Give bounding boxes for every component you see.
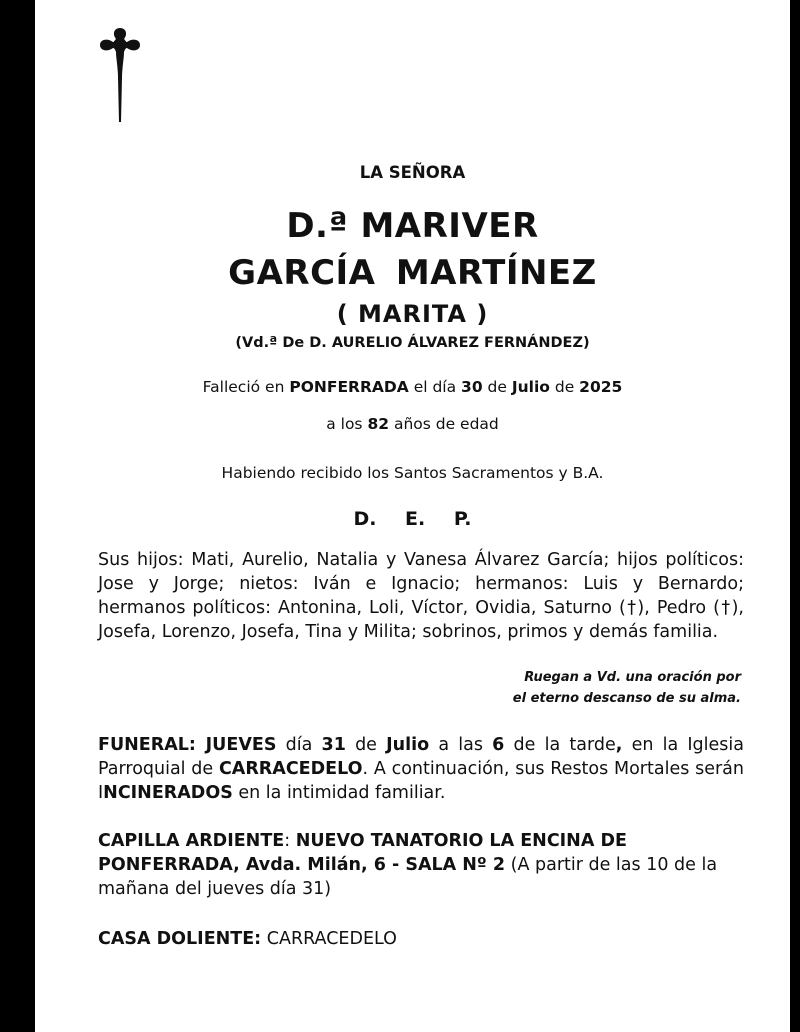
sacraments-line: Habiendo recibido los Santos Sacramentos y B.A. [221, 464, 604, 482]
prayer-request [441, 667, 741, 709]
obituary-sheet [35, 0, 790, 1032]
prayer-line-1: Ruegan a Vd. una oración por [524, 670, 741, 685]
family-paragraph: Sus hijos: Mati, Aurelio, Natalia y Vanesa Álvarez García; hijos políticos: Jose y Jorge; nietos: Iván e Ignacio; hermanos: Luis y Bernardo; hermanos políticos: Antonina, Loli, Víctor, Ovidia, Saturno (†), Pedro (†), Josefa, Lorenzo, Josefa, Tina y Milita; sobrinos, primos y demás familia. [98, 550, 744, 642]
widow-of: (Vd.ª De D. AURELIO ÁLVAREZ FERNÁNDEZ) [235, 335, 590, 351]
casa-doliente-line: CASA DOLIENTE: CARRACEDELO [98, 929, 397, 949]
capilla-paragraph: CAPILLA ARDIENTE: NUEVO TANATORIO LA ENCINA DE PONFERRADA, Avda. Milán, 6 - SALA Nº 2 (A partir de las 10 de la mañana del jueves día 31) [98, 831, 718, 899]
cross-icon [97, 28, 143, 122]
age-line: a los 82 años de edad [326, 415, 499, 433]
heading: LA SEÑORA [359, 163, 466, 182]
deceased-name-line2: GARCÍA MARTÍNEZ [228, 253, 597, 293]
prayer-line-2: el eterno descanso de su alma. [512, 691, 741, 706]
death-line: Falleció en PONFERRADA el día 30 de Julio de 2025 [202, 378, 623, 396]
dep-line: D. E. P. [353, 508, 472, 530]
funeral-paragraph: FUNERAL: JUEVES día 31 de Julio a las 6 de la tarde, en la Iglesia Parroquial de CARRACEDELO. A continuación, sus Restos Mortales serán INCINERADOS en la intimidad familiar. [98, 735, 744, 803]
nickname: ( MARITA ) [336, 300, 489, 328]
deceased-name-line1: D.ª MARIVER [286, 206, 539, 246]
